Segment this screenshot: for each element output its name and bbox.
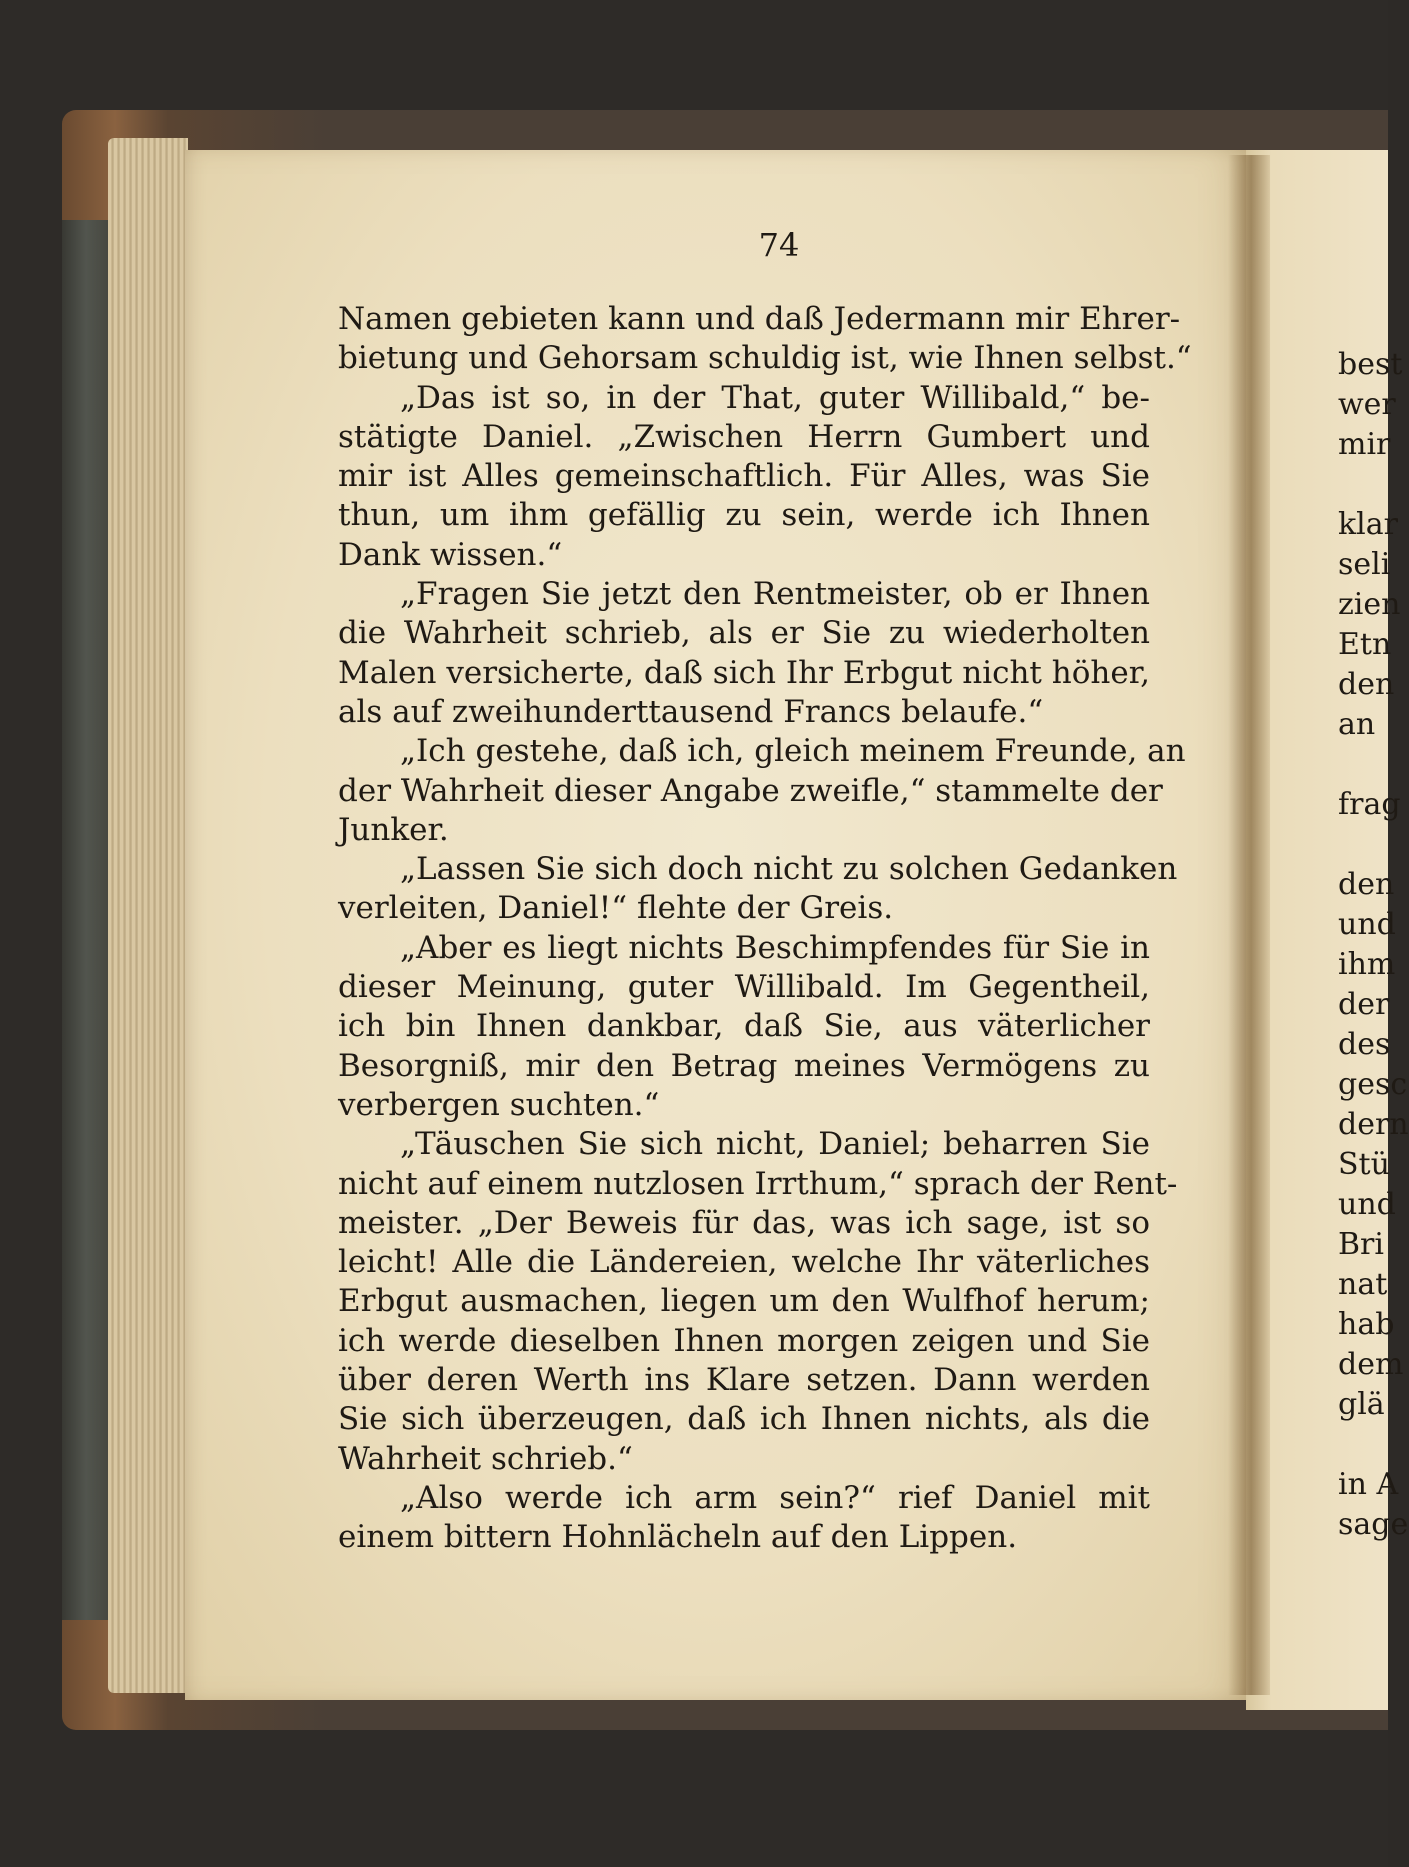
text-fragment: in A — [1338, 1467, 1399, 1502]
text-line: stätigte Daniel. „Zwischen Herrn Gumbert und — [338, 418, 1150, 455]
text-fragment: dem — [1338, 1347, 1404, 1382]
page-edges — [108, 138, 188, 1693]
text-fragment: zien — [1338, 587, 1401, 622]
text-line: „Lassen Sie sich doch nicht zu solchen Gedanken — [400, 851, 1178, 888]
text-line: mir ist Alles gemeinschaftlich. Für Alles, was Sie — [338, 458, 1150, 495]
book-spine — [62, 220, 110, 1620]
text-line: dieser Meinung, guter Willibald. Im Gegentheil, — [338, 969, 1150, 1006]
text-fragment: sage — [1338, 1507, 1409, 1542]
text-line: über deren Werth ins Klare setzen. Dann werden — [338, 1362, 1150, 1399]
text-fragment: der — [1338, 987, 1390, 1022]
right-page-text — [1338, 345, 1409, 1545]
text-fragment: dern — [1338, 1107, 1409, 1142]
text-line: Besorgniß, mir den Betrag meines Vermögens zu — [338, 1047, 1150, 1084]
text-line: Dank wissen.“ — [338, 536, 563, 573]
text-fragment: hab — [1338, 1307, 1395, 1342]
text-line: bietung und Gehorsam schuldig ist, wie Ihnen selbst.“ — [338, 340, 1192, 377]
text-line: thun, um ihm gefällig zu sein, werde ich Ihnen — [338, 497, 1150, 534]
text-line: die Wahrheit schrieb, als er Sie zu wiederholten — [338, 615, 1150, 652]
text-fragment: Bri — [1338, 1227, 1384, 1262]
text-fragment: seli — [1338, 547, 1391, 582]
text-line: „Also werde ich arm sein?“ rief Daniel mit — [400, 1479, 1150, 1516]
text-fragment: den — [1338, 867, 1395, 902]
text-fragment: und — [1338, 1187, 1396, 1222]
book-gutter — [1228, 155, 1270, 1695]
page-number: 74 — [758, 226, 800, 264]
text-fragment: wer — [1338, 387, 1396, 422]
text-line: „Fragen Sie jetzt den Rentmeister, ob er Ihnen — [400, 576, 1150, 613]
text-fragment: nat — [1338, 1267, 1388, 1302]
text-fragment: und — [1338, 907, 1396, 942]
text-fragment: den — [1338, 667, 1395, 702]
text-fragment: best — [1338, 347, 1403, 382]
text-fragment: gesc — [1338, 1067, 1408, 1102]
text-fragment: glä — [1338, 1387, 1385, 1422]
text-fragment: klar — [1338, 507, 1398, 542]
text-line: nicht auf einem nutzlosen Irrthum,“ sprach der Rent- — [338, 1165, 1178, 1202]
text-line: verbergen suchten.“ — [338, 1086, 660, 1123]
text-line: ich werde dieselben Ihnen morgen zeigen und Sie — [338, 1322, 1150, 1359]
text-line: „Das ist so, in der That, guter Willibald,“ be- — [400, 379, 1150, 416]
text-line: Wahrheit schrieb.“ — [338, 1440, 633, 1477]
text-line: meister. „Der Beweis für das, was ich sage, ist so — [338, 1204, 1150, 1241]
text-fragment: frag — [1338, 787, 1401, 822]
text-line: Erbgut ausmachen, liegen um den Wulfhof herum; — [338, 1283, 1150, 1320]
text-line: Namen gebieten kann und daß Jedermann mir Ehrer- — [338, 301, 1181, 337]
text-line: Malen versicherte, daß sich Ihr Erbgut nicht höher, — [338, 654, 1150, 691]
text-line: „Aber es liegt nichts Beschimpfendes für Sie in — [400, 929, 1150, 966]
text-line: der Wahrheit dieser Angabe zweifle,“ stammelte der — [338, 772, 1163, 809]
text-fragment: mir — [1338, 427, 1391, 462]
text-line: „Ich gestehe, daß ich, gleich meinem Freunde, an — [400, 733, 1186, 770]
text-fragment: des — [1338, 1027, 1391, 1062]
text-fragment: ihm — [1338, 947, 1396, 982]
left-page-text — [338, 220, 1192, 1558]
text-line: Junker. — [338, 811, 449, 848]
text-line: Sie sich überzeugen, daß ich Ihnen nichts, als die — [338, 1401, 1150, 1438]
text-line: leicht! Alle die Ländereien, welche Ihr väterliches — [338, 1244, 1150, 1281]
text-line: verleiten, Daniel!“ flehte der Greis. — [338, 890, 894, 927]
text-line: ich bin Ihnen dankbar, daß Sie, aus väterlicher — [338, 1008, 1150, 1045]
text-fragment: an — [1338, 707, 1376, 742]
left-page-lines — [338, 300, 1192, 1558]
text-line: einem bittern Hohnlächeln auf den Lippen. — [338, 1519, 1018, 1556]
text-line: als auf zweihunderttausend Francs belaufe.“ — [338, 693, 1044, 730]
text-fragment: Etn — [1338, 627, 1392, 662]
text-fragment: Stü — [1338, 1147, 1390, 1182]
text-line: „Täuschen Sie sich nicht, Daniel; beharren Sie — [400, 1126, 1150, 1163]
